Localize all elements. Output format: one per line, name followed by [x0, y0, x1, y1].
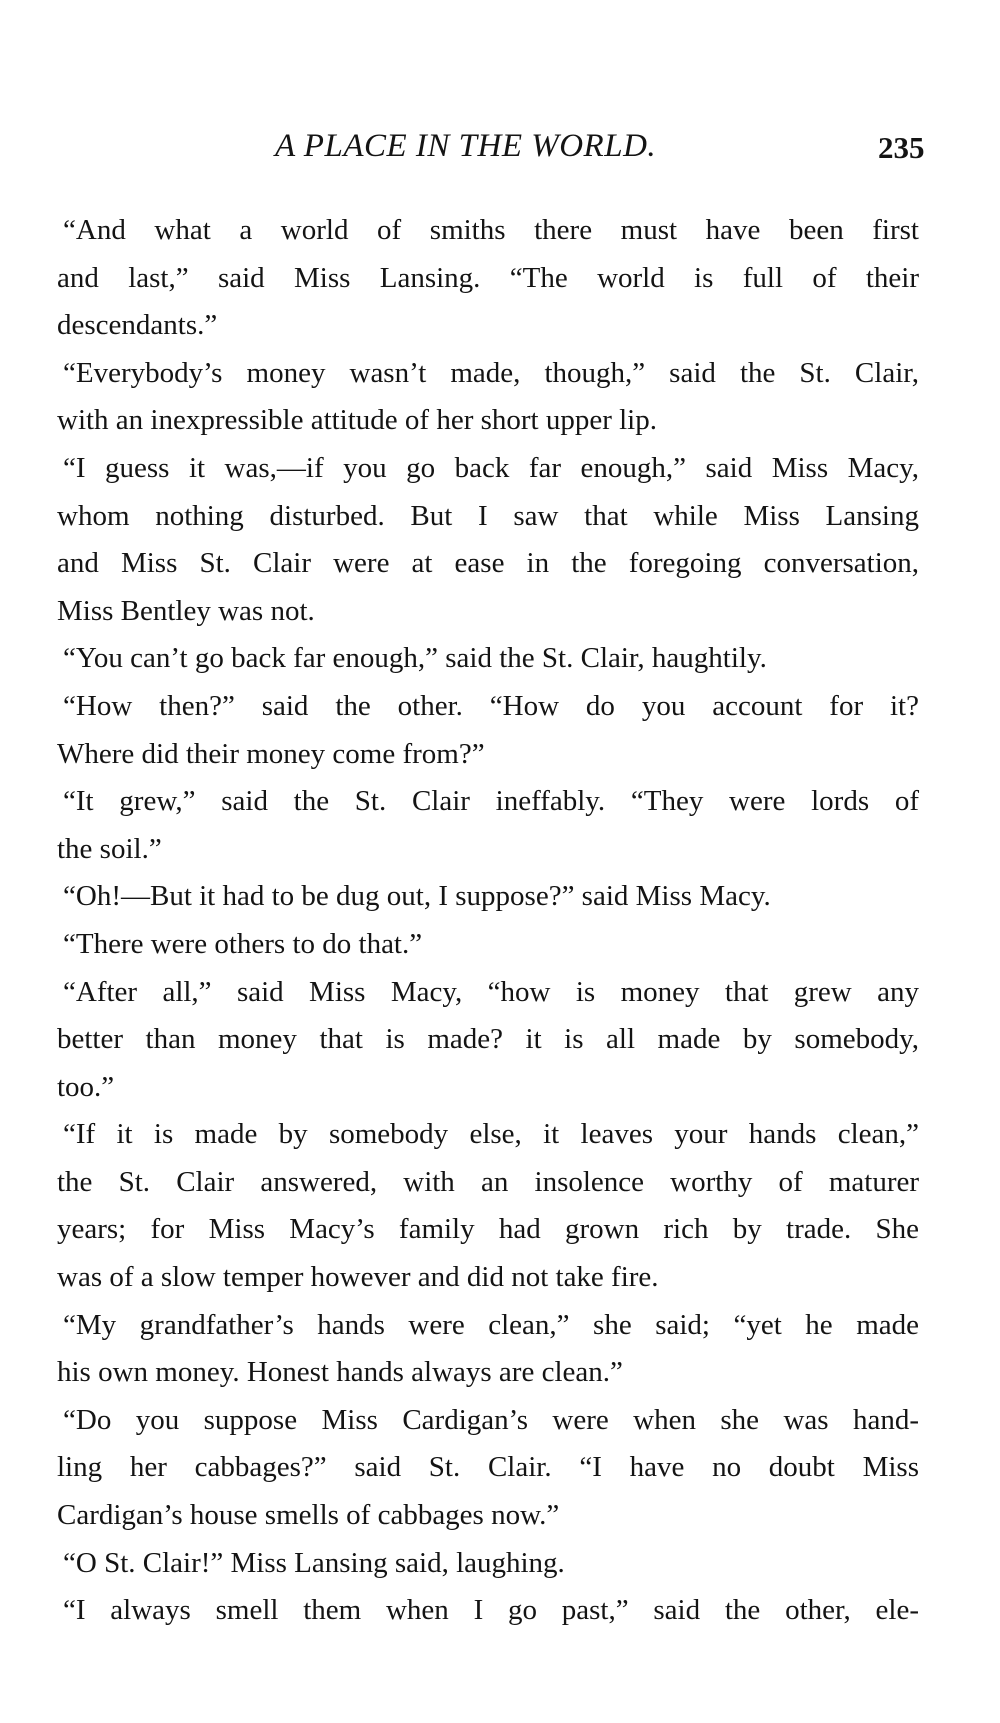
page-number: 235 — [878, 130, 925, 165]
text-line: ling her cabbages?” said St. Clair. “I have no doubt Miss — [57, 1451, 919, 1484]
text-line: years; for Miss Macy’s family had grown rich by trade. She — [57, 1213, 919, 1246]
paragraph — [55, 1111, 919, 1301]
text-line: better than money that is made? it is all made by somebody, — [57, 1023, 919, 1056]
text-line: Miss Bentley was not. — [57, 594, 315, 627]
paragraph — [55, 207, 919, 350]
text-line: and last,” said Miss Lansing. “The world is full of their — [57, 261, 919, 294]
paragraph — [55, 445, 919, 635]
paragraph — [55, 350, 919, 445]
paragraph — [55, 921, 919, 969]
text-line: “There were others to do that.” — [63, 927, 423, 960]
text-line: “You can’t go back far enough,” said the St. Clair, haughtily. — [63, 642, 767, 675]
paragraph — [55, 635, 919, 683]
text-line: Where did their money come from?” — [57, 737, 485, 770]
text-line: the St. Clair answered, with an insolence worthy of maturer — [57, 1165, 919, 1198]
paragraph — [55, 1540, 919, 1588]
paragraph — [55, 1397, 919, 1540]
text-line: was of a slow temper however and did not take fire. — [57, 1261, 659, 1294]
body-text — [55, 207, 919, 1635]
running-header — [0, 128, 1000, 178]
text-line: with an inexpressible attitude of her short upper lip. — [57, 404, 657, 437]
text-line: “I guess it was,—if you go back far enough,” said Miss Macy, — [63, 451, 919, 484]
text-line: “My grandfather’s hands were clean,” she said; “yet he made — [63, 1308, 919, 1341]
text-line: and Miss St. Clair were at ease in the foregoing conversation, — [57, 547, 919, 580]
text-line: “How then?” said the other. “How do you account for it? — [63, 689, 919, 722]
text-line: his own money. Honest hands always are clean.” — [57, 1356, 623, 1389]
paragraph — [55, 873, 919, 921]
text-line: “I always smell them when I go past,” said the other, ele- — [63, 1594, 919, 1627]
paragraph — [55, 969, 919, 1112]
text-line: “If it is made by somebody else, it leaves your hands clean,” — [63, 1118, 919, 1151]
text-line: “Do you suppose Miss Cardigan’s were when she was hand- — [63, 1403, 919, 1436]
paragraph — [55, 1587, 919, 1635]
text-line: “O St. Clair!” Miss Lansing said, laughing. — [63, 1546, 565, 1579]
text-line: whom nothing disturbed. But I saw that while Miss Lansing — [57, 499, 919, 532]
text-line: “Everybody’s money wasn’t made, though,” said the St. Clair, — [63, 356, 919, 389]
paragraph — [55, 1302, 919, 1397]
text-line: “It grew,” said the St. Clair ineffably. “They were lords of — [63, 785, 919, 818]
text-line: “And what a world of smiths there must have been first — [63, 214, 919, 246]
text-line: the soil.” — [57, 832, 162, 865]
text-line: “After all,” said Miss Macy, “how is money that grew any — [63, 975, 919, 1008]
paragraph — [55, 683, 919, 778]
text-line: descendants.” — [57, 309, 218, 342]
running-title: A PLACE IN THE WORLD. — [275, 128, 657, 164]
text-line: too.” — [57, 1070, 115, 1103]
text-line: Cardigan’s house smells of cabbages now.” — [57, 1499, 560, 1532]
text-line: “Oh!—But it had to be dug out, I suppose?” said Miss Macy. — [63, 880, 771, 913]
paragraph — [55, 778, 919, 873]
